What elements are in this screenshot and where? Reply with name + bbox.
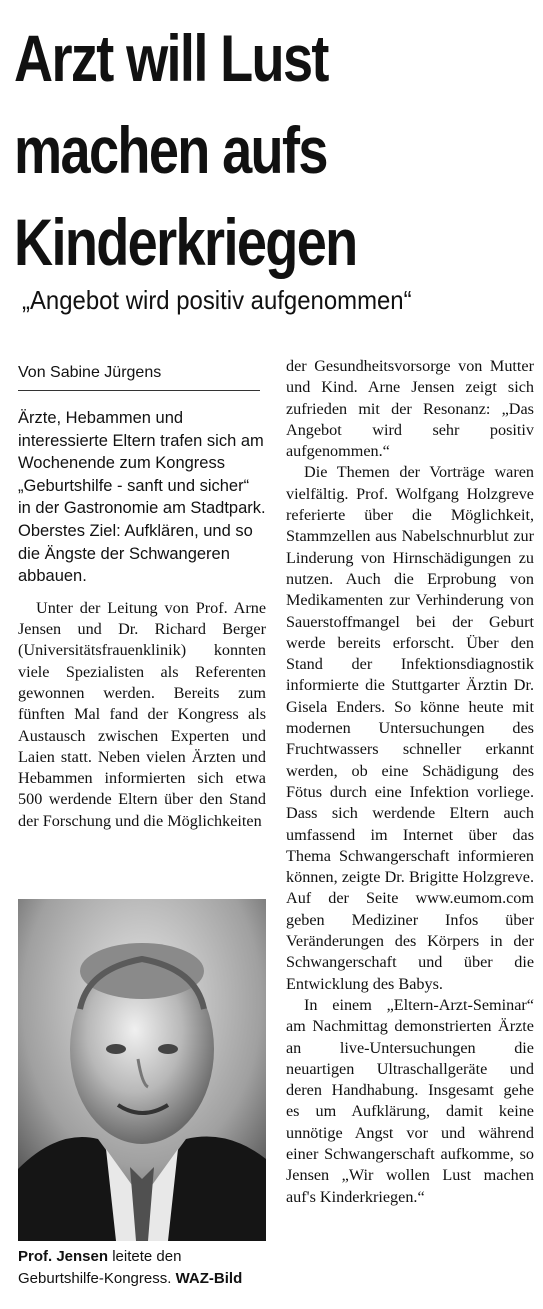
photo-caption (18, 1246, 268, 1290)
caption-name: Prof. Jensen (18, 1248, 109, 1265)
caption-text: leitete den Geburtshilfe-Kongress. (18, 1248, 182, 1287)
headline (14, 12, 440, 288)
caption-credit: WAZ-Bild (175, 1270, 243, 1287)
byline: Von Sabine Jürgens (18, 362, 260, 391)
portrait-photo (18, 899, 266, 1241)
portrait-illustration (18, 899, 266, 1241)
lead-paragraph: Ärzte, Hebammen und interessierte Eltern trafen sich am Wochenende zum Kongress „Geburtshilfe - sanft und sicher“ in der Gastronomie am Stadtpark. Oberstes Ziel: Aufklären, und so die Ängste der Schwangeren abbauen. (18, 409, 266, 586)
body-paragraph: Die Themen der Vorträge waren vielfältig. Prof. Wolfgang Holzgreve referierte über die Möglichkeit, Stammzellen aus Nabelschnurblut zur Linderung von Hirnschädigungen zu nutzen. Auch die Erprobung von Medikamenten zur Verhinderung von Sauerstoffmangel bei der Geburt werde bereits erforscht. Über den Stand der Infektionsdiagnostik informierte die Stuttgarter Ärztin Dr. Gisela Enders. So könne heute mit modernen Untersuchungen des Fruchtwassers schneller erkannt werden, ob eine Schädigung des Fötus durch eine Infektion vorliege. Dass sich werdende Eltern auch umfassend im Internet über das Thema Schwangerschaft informieren können, zeigte Dr. Brigitte Holzgreve. Auf der Seite www.eumom.com geben Mediziner Infos über Veränderungen des Körpers in der Schwangerschaft und über die Entwicklung des Babys. (286, 463, 534, 993)
subtitle: „Angebot wird positiv aufgenommen“ (22, 285, 412, 315)
headline-line-1: Arzt will Lust (14, 21, 328, 95)
right-column (286, 356, 534, 1208)
headline-line-2: machen aufs (14, 113, 327, 187)
left-column (18, 362, 266, 832)
body-paragraph: Unter der Leitung von Prof. Arne Jensen und Dr. Richard Berger (Universitätsfrauenklinik) konnten viele Spezialisten als Referenten gewonnen werden. Bereits zum fünften Mal fand der Kongress als Austausch zwischen Experten und Laien statt. Neben vielen Ärzten und Hebammen informierten sich etwa 500 werdende Eltern über den Stand der Forschung und die Möglichkeiten (18, 598, 266, 830)
headline-line-3: Kinderkriegen (14, 205, 357, 279)
body-paragraph: In einem „Eltern-Arzt-Seminar“ am Nachmittag demonstrierten Ärzte an live-Untersuchungen die neuartigen Ultraschallgeräte und deren Handhabung. Insgesamt gehe es um Aufklärung, damit keine unnötige Angst vor und während einer Schwangerschaft aufkomme, so Jensen „Wir wollen Lust machen auf's Kinderkriegen.“ (286, 995, 534, 1206)
body-paragraph: der Gesundheitsvorsorge von Mutter und Kind. Arne Jensen zeigt sich zufrieden mit der Resonanz: „Das Angebot wird sehr positiv aufgenommen.“ (286, 357, 534, 461)
